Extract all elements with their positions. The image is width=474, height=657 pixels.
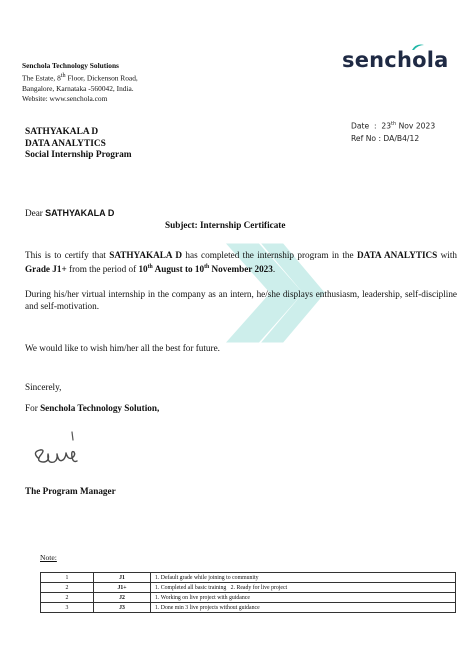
recipient-domain: DATA ANALYTICS [25,138,106,149]
conduct-paragraph: During his/her virtual internship in the company as an intern, he/she displays enthusiasm, leadership, self-discipline and self-motivation. [25,289,457,311]
letter-date: Date : 23th Nov 2023 [351,121,436,131]
subject-line: Subject: Internship Certificate [165,220,286,230]
signature-icon [30,428,92,472]
grades-table [40,572,456,613]
sender-website: Website: www.senchola.com [22,94,108,104]
sender-address-line1: The Estate, 8th Floor, Dickenson Road, [22,73,138,83]
recipient-program: Social Internship Program [25,150,132,161]
recipient-block [25,127,132,162]
table-row: 2 J1+ 1. Completed all basic training 2. Ready for live project [41,583,456,593]
recipient-name: SATHYAKALA D [25,127,99,137]
salutation: Dear SATHYAKALA D [25,208,115,218]
note-label: Note: [40,553,57,562]
sender-address-line2: Bangalore, Karnataka -560042, India. [22,83,134,93]
wishes-paragraph: We would like to wish him/her all the best for future. [25,343,220,353]
sender-address [22,61,138,104]
certification-paragraph: This is to certify that SATHYAKALA D has completed the internship program in the DATA ANALYTICS with Grade J1+ from the period of 10th August to 10th November 2023. [25,250,457,274]
closing: Sincerely, [25,382,62,392]
letter-ref: Ref No : DA/B4/12 [351,134,420,144]
table-row: 2 J2 1. Working on live project with guidance [41,593,456,603]
signatory-title: The Program Manager [25,486,116,496]
table-row: 1 J1 1. Default grade while joining to community [41,573,456,583]
letter-meta [351,118,435,146]
sender-company: Senchola Technology Solutions [22,61,119,70]
for-company-line: For Senchola Technology Solution, [25,403,160,413]
senchola-logo: sench ola [342,48,449,72]
table-row: 3 J3 1. Done min 3 live projects without guidance [41,603,456,613]
logo-swoosh-icon [411,43,425,51]
